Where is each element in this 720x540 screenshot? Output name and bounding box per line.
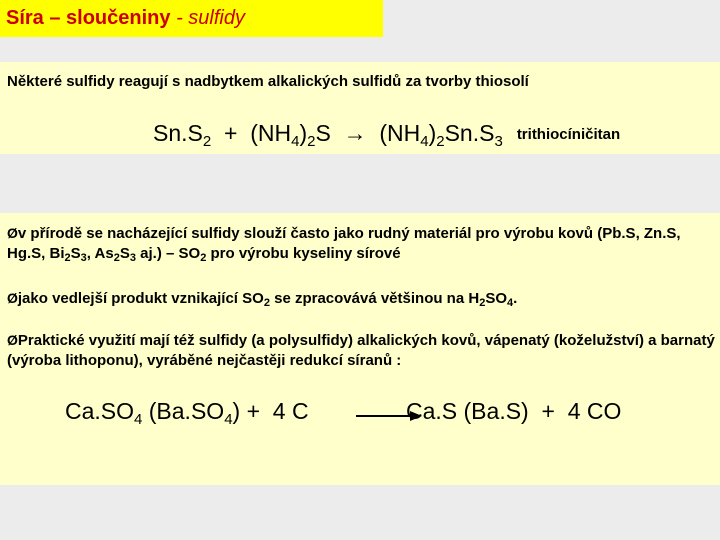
bullet-ores xyxy=(7,223,717,264)
eq1-sub: 3 xyxy=(494,133,503,150)
reduction-equation-left xyxy=(65,398,309,428)
eq1-part: Sn.S xyxy=(153,120,203,146)
reduction-equation-right: Ca.S (Ba.S) + 4 CO xyxy=(406,398,622,424)
page-title xyxy=(6,7,245,30)
bullet-text: S xyxy=(119,245,130,262)
eq2-part: Ca.SO xyxy=(65,398,135,424)
bullet-text: v přírodě se nacházející sulfidy slouží často jako rudný materiál pro výrobu kovů (Pb.S, Zn.S, Hg.S, Bi xyxy=(7,225,681,262)
eq1-part: Sn.S xyxy=(444,120,495,146)
eq1-part: + (NH xyxy=(211,120,292,146)
bullet-sub: 2 xyxy=(263,297,270,309)
eq2-sub: 4 xyxy=(134,411,143,428)
eq1-sub: 2 xyxy=(202,133,212,150)
bullet-sub: 3 xyxy=(129,252,136,264)
title-main: Síra – sloučeniny xyxy=(6,7,177,29)
bullet-arrow-icon: Ø xyxy=(7,332,18,348)
bullet-text: pro výrobu kyseliny sírové xyxy=(206,245,401,262)
bullet-text: , As xyxy=(86,245,114,262)
bullet-text: . xyxy=(513,290,518,307)
eq1-part: ) xyxy=(428,120,437,146)
bullet-sub: 2 xyxy=(479,297,486,309)
bullet-arrow-icon: Ø xyxy=(7,225,18,241)
eq2-part: (Ba.SO xyxy=(142,398,225,424)
title-bar xyxy=(0,0,383,37)
thiosalt-panel xyxy=(0,62,720,154)
bullet-text: S xyxy=(70,245,81,262)
bullet-text: aj.) – SO xyxy=(136,245,201,262)
eq1-sub: 2 xyxy=(436,133,445,150)
eq1-part: S → (NH xyxy=(315,120,421,146)
eq1-sub: 2 xyxy=(307,133,316,150)
uses-panel xyxy=(0,213,720,485)
bullet-sub: 2 xyxy=(64,252,71,264)
title-subtitle: - sulfidy xyxy=(176,7,245,29)
bullet-practical-use xyxy=(7,330,717,371)
bullet-sub: 2 xyxy=(200,252,207,264)
eq2-sub: 4 xyxy=(224,411,233,428)
bullet-text: jako vedlejší produkt vznikající SO xyxy=(17,290,264,307)
bullet-byproduct xyxy=(7,288,717,309)
bullet-arrow-icon: Ø xyxy=(7,290,18,306)
bullet-sub: 4 xyxy=(507,297,514,309)
bullet-text: SO xyxy=(485,290,508,307)
eq1-sub: 4 xyxy=(420,133,429,150)
equation-note: trithiocíničitan xyxy=(516,126,621,143)
bullet-text: se zpracovává většinou na H xyxy=(269,290,480,307)
eq2-part: ) + 4 C xyxy=(232,398,309,424)
thiosalt-equation xyxy=(153,120,621,150)
intro-text: Některé sulfidy reagují s nadbytkem alkalických sulfidů za tvorby thiosolí xyxy=(7,73,529,90)
bullet-sub: 2 xyxy=(113,252,120,264)
eq1-sub: 4 xyxy=(291,133,300,150)
bullet-sub: 3 xyxy=(80,252,87,264)
eq1-part: ) xyxy=(299,120,308,146)
bullet-text: Praktické využití mají též sulfidy (a polysulfidy) alkalických kovů, vápenatý (koželužství) a barnatý (výroba lithoponu), vyráběné nejčastěji redukcí síranů : xyxy=(7,332,715,369)
